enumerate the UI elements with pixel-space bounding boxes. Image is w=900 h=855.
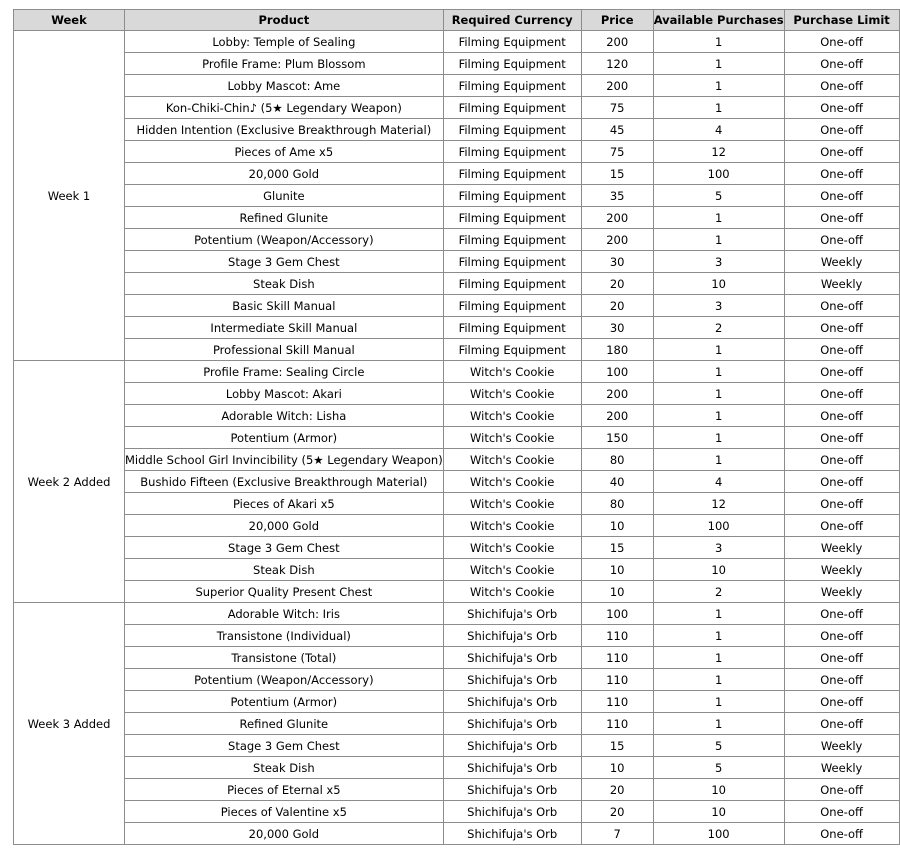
table-row <box>14 669 900 691</box>
table-row <box>14 581 900 603</box>
table-row <box>14 361 900 383</box>
table-row <box>14 559 900 581</box>
purchase-limit-cell: One-off <box>784 361 899 383</box>
product-cell: Adorable Witch: Iris <box>125 603 444 625</box>
header-row <box>14 10 900 31</box>
purchase-limit-cell: One-off <box>784 339 899 361</box>
price-cell: 10 <box>581 581 653 603</box>
price-cell: 75 <box>581 97 653 119</box>
product-cell: Basic Skill Manual <box>125 295 444 317</box>
available-purchases-cell: 1 <box>653 339 784 361</box>
purchase-limit-cell: One-off <box>784 625 899 647</box>
table-row <box>14 163 900 185</box>
price-cell: 110 <box>581 691 653 713</box>
currency-cell: Witch's Cookie <box>443 449 581 471</box>
price-cell: 15 <box>581 537 653 559</box>
product-cell: Refined Glunite <box>125 207 444 229</box>
currency-cell: Witch's Cookie <box>443 559 581 581</box>
table-row <box>14 713 900 735</box>
purchase-limit-cell: One-off <box>784 383 899 405</box>
week-cell: Week 3 Added <box>14 603 125 845</box>
product-cell: Stage 3 Gem Chest <box>125 537 444 559</box>
product-cell: Potentium (Weapon/Accessory) <box>125 229 444 251</box>
product-cell: Lobby Mascot: Akari <box>125 383 444 405</box>
available-purchases-cell: 1 <box>653 625 784 647</box>
available-purchases-cell: 12 <box>653 493 784 515</box>
available-purchases-cell: 100 <box>653 163 784 185</box>
available-purchases-cell: 5 <box>653 757 784 779</box>
price-cell: 30 <box>581 317 653 339</box>
available-purchases-cell: 100 <box>653 515 784 537</box>
price-cell: 30 <box>581 251 653 273</box>
currency-cell: Shichifuja's Orb <box>443 603 581 625</box>
table-row <box>14 603 900 625</box>
table-row <box>14 647 900 669</box>
table-row <box>14 515 900 537</box>
purchase-limit-cell: One-off <box>784 97 899 119</box>
product-cell: Pieces of Akari x5 <box>125 493 444 515</box>
price-cell: 110 <box>581 625 653 647</box>
price-cell: 110 <box>581 713 653 735</box>
shop-table <box>13 9 900 845</box>
purchase-limit-cell: One-off <box>784 471 899 493</box>
available-purchases-cell: 1 <box>653 53 784 75</box>
purchase-limit-cell: One-off <box>784 427 899 449</box>
product-cell: Lobby Mascot: Ame <box>125 75 444 97</box>
price-cell: 200 <box>581 75 653 97</box>
purchase-limit-cell: One-off <box>784 647 899 669</box>
purchase-limit-cell: Weekly <box>784 559 899 581</box>
available-purchases-cell: 10 <box>653 801 784 823</box>
table-row <box>14 229 900 251</box>
currency-cell: Shichifuja's Orb <box>443 801 581 823</box>
available-purchases-cell: 10 <box>653 273 784 295</box>
price-cell: 35 <box>581 185 653 207</box>
price-cell: 10 <box>581 559 653 581</box>
currency-cell: Witch's Cookie <box>443 493 581 515</box>
purchase-limit-cell: One-off <box>784 801 899 823</box>
available-purchases-cell: 1 <box>653 405 784 427</box>
price-cell: 150 <box>581 427 653 449</box>
table-row <box>14 141 900 163</box>
table-row <box>14 53 900 75</box>
table-row <box>14 471 900 493</box>
table-row <box>14 449 900 471</box>
product-cell: Steak Dish <box>125 273 444 295</box>
currency-cell: Shichifuja's Orb <box>443 625 581 647</box>
currency-cell: Witch's Cookie <box>443 471 581 493</box>
currency-cell: Filming Equipment <box>443 119 581 141</box>
available-purchases-cell: 3 <box>653 537 784 559</box>
available-purchases-cell: 2 <box>653 317 784 339</box>
available-purchases-cell: 3 <box>653 295 784 317</box>
available-purchases-cell: 2 <box>653 581 784 603</box>
table-row <box>14 31 900 53</box>
available-purchases-cell: 3 <box>653 251 784 273</box>
currency-cell: Shichifuja's Orb <box>443 647 581 669</box>
product-cell: Superior Quality Present Chest <box>125 581 444 603</box>
currency-cell: Filming Equipment <box>443 273 581 295</box>
purchase-limit-cell: One-off <box>784 53 899 75</box>
table-row <box>14 339 900 361</box>
table-row <box>14 295 900 317</box>
header-required-currency: Required Currency <box>443 10 581 31</box>
table-header <box>14 10 900 31</box>
purchase-limit-cell: One-off <box>784 163 899 185</box>
currency-cell: Shichifuja's Orb <box>443 713 581 735</box>
available-purchases-cell: 1 <box>653 361 784 383</box>
purchase-limit-cell: One-off <box>784 141 899 163</box>
currency-cell: Shichifuja's Orb <box>443 669 581 691</box>
available-purchases-cell: 1 <box>653 669 784 691</box>
available-purchases-cell: 1 <box>653 31 784 53</box>
product-cell: Transistone (Total) <box>125 647 444 669</box>
purchase-limit-cell: One-off <box>784 449 899 471</box>
available-purchases-cell: 10 <box>653 559 784 581</box>
price-cell: 110 <box>581 669 653 691</box>
table-row <box>14 823 900 845</box>
product-cell: Glunite <box>125 185 444 207</box>
purchase-limit-cell: Weekly <box>784 581 899 603</box>
table-row <box>14 801 900 823</box>
price-cell: 180 <box>581 339 653 361</box>
available-purchases-cell: 1 <box>653 603 784 625</box>
product-cell: Intermediate Skill Manual <box>125 317 444 339</box>
product-cell: Potentium (Armor) <box>125 691 444 713</box>
currency-cell: Filming Equipment <box>443 185 581 207</box>
table-row <box>14 251 900 273</box>
price-cell: 100 <box>581 603 653 625</box>
product-cell: Profile Frame: Plum Blossom <box>125 53 444 75</box>
product-cell: Pieces of Ame x5 <box>125 141 444 163</box>
price-cell: 20 <box>581 295 653 317</box>
available-purchases-cell: 1 <box>653 207 784 229</box>
table-row <box>14 185 900 207</box>
table-row <box>14 779 900 801</box>
product-cell: Professional Skill Manual <box>125 339 444 361</box>
currency-cell: Witch's Cookie <box>443 581 581 603</box>
currency-cell: Shichifuja's Orb <box>443 779 581 801</box>
product-cell: Lobby: Temple of Sealing <box>125 31 444 53</box>
purchase-limit-cell: One-off <box>784 493 899 515</box>
product-cell: Stage 3 Gem Chest <box>125 251 444 273</box>
table-row <box>14 691 900 713</box>
purchase-limit-cell: One-off <box>784 185 899 207</box>
currency-cell: Filming Equipment <box>443 163 581 185</box>
purchase-limit-cell: Weekly <box>784 251 899 273</box>
purchase-limit-cell: One-off <box>784 295 899 317</box>
product-cell: Hidden Intention (Exclusive Breakthrough Material) <box>125 119 444 141</box>
purchase-limit-cell: One-off <box>784 119 899 141</box>
product-cell: 20,000 Gold <box>125 163 444 185</box>
currency-cell: Witch's Cookie <box>443 361 581 383</box>
table-row <box>14 207 900 229</box>
price-cell: 20 <box>581 801 653 823</box>
week-cell: Week 1 <box>14 31 125 361</box>
price-cell: 200 <box>581 207 653 229</box>
purchase-limit-cell: Weekly <box>784 537 899 559</box>
table-body <box>14 31 900 845</box>
price-cell: 20 <box>581 273 653 295</box>
price-cell: 200 <box>581 383 653 405</box>
currency-cell: Filming Equipment <box>443 229 581 251</box>
currency-cell: Filming Equipment <box>443 317 581 339</box>
header-product: Product <box>125 10 444 31</box>
purchase-limit-cell: Weekly <box>784 735 899 757</box>
available-purchases-cell: 12 <box>653 141 784 163</box>
table-row <box>14 273 900 295</box>
currency-cell: Filming Equipment <box>443 339 581 361</box>
header-price: Price <box>581 10 653 31</box>
available-purchases-cell: 5 <box>653 185 784 207</box>
price-cell: 20 <box>581 779 653 801</box>
currency-cell: Filming Equipment <box>443 31 581 53</box>
product-cell: Pieces of Valentine x5 <box>125 801 444 823</box>
currency-cell: Witch's Cookie <box>443 383 581 405</box>
currency-cell: Filming Equipment <box>443 75 581 97</box>
table-row <box>14 537 900 559</box>
available-purchases-cell: 1 <box>653 427 784 449</box>
product-cell: Potentium (Armor) <box>125 427 444 449</box>
purchase-limit-cell: One-off <box>784 207 899 229</box>
table-row <box>14 97 900 119</box>
available-purchases-cell: 100 <box>653 823 784 845</box>
currency-cell: Filming Equipment <box>443 251 581 273</box>
price-cell: 45 <box>581 119 653 141</box>
available-purchases-cell: 10 <box>653 779 784 801</box>
price-cell: 110 <box>581 647 653 669</box>
currency-cell: Filming Equipment <box>443 207 581 229</box>
purchase-limit-cell: Weekly <box>784 273 899 295</box>
price-cell: 200 <box>581 229 653 251</box>
table-row <box>14 427 900 449</box>
purchase-limit-cell: One-off <box>784 823 899 845</box>
table-row <box>14 735 900 757</box>
currency-cell: Witch's Cookie <box>443 405 581 427</box>
table-row <box>14 75 900 97</box>
purchase-limit-cell: One-off <box>784 713 899 735</box>
price-cell: 80 <box>581 449 653 471</box>
available-purchases-cell: 1 <box>653 75 784 97</box>
available-purchases-cell: 4 <box>653 471 784 493</box>
available-purchases-cell: 5 <box>653 735 784 757</box>
header-purchase-limit: Purchase Limit <box>784 10 899 31</box>
purchase-limit-cell: One-off <box>784 779 899 801</box>
currency-cell: Shichifuja's Orb <box>443 757 581 779</box>
available-purchases-cell: 1 <box>653 229 784 251</box>
product-cell: Stage 3 Gem Chest <box>125 735 444 757</box>
product-cell: Potentium (Weapon/Accessory) <box>125 669 444 691</box>
table-row <box>14 317 900 339</box>
product-cell: Kon-Chiki-Chin♪ (5★ Legendary Weapon) <box>125 97 444 119</box>
currency-cell: Witch's Cookie <box>443 427 581 449</box>
week-cell: Week 2 Added <box>14 361 125 603</box>
product-cell: Refined Glunite <box>125 713 444 735</box>
product-cell: 20,000 Gold <box>125 515 444 537</box>
table-row <box>14 119 900 141</box>
product-cell: Pieces of Eternal x5 <box>125 779 444 801</box>
product-cell: Transistone (Individual) <box>125 625 444 647</box>
table-row <box>14 383 900 405</box>
currency-cell: Witch's Cookie <box>443 537 581 559</box>
purchase-limit-cell: One-off <box>784 31 899 53</box>
price-cell: 7 <box>581 823 653 845</box>
header-week: Week <box>14 10 125 31</box>
price-cell: 120 <box>581 53 653 75</box>
purchase-limit-cell: One-off <box>784 669 899 691</box>
currency-cell: Filming Equipment <box>443 295 581 317</box>
purchase-limit-cell: One-off <box>784 405 899 427</box>
product-cell: 20,000 Gold <box>125 823 444 845</box>
available-purchases-cell: 1 <box>653 691 784 713</box>
price-cell: 75 <box>581 141 653 163</box>
table-row <box>14 757 900 779</box>
price-cell: 40 <box>581 471 653 493</box>
price-cell: 200 <box>581 31 653 53</box>
available-purchases-cell: 1 <box>653 97 784 119</box>
product-cell: Steak Dish <box>125 559 444 581</box>
purchase-limit-cell: Weekly <box>784 757 899 779</box>
product-cell: Adorable Witch: Lisha <box>125 405 444 427</box>
header-available-purchases: Available Purchases <box>653 10 784 31</box>
currency-cell: Shichifuja's Orb <box>443 735 581 757</box>
price-cell: 10 <box>581 757 653 779</box>
currency-cell: Shichifuja's Orb <box>443 823 581 845</box>
table-row <box>14 493 900 515</box>
price-cell: 200 <box>581 405 653 427</box>
currency-cell: Filming Equipment <box>443 97 581 119</box>
product-cell: Bushido Fifteen (Exclusive Breakthrough Material) <box>125 471 444 493</box>
product-cell: Profile Frame: Sealing Circle <box>125 361 444 383</box>
currency-cell: Filming Equipment <box>443 53 581 75</box>
price-cell: 15 <box>581 163 653 185</box>
available-purchases-cell: 4 <box>653 119 784 141</box>
purchase-limit-cell: One-off <box>784 515 899 537</box>
price-cell: 10 <box>581 515 653 537</box>
table-row <box>14 405 900 427</box>
purchase-limit-cell: One-off <box>784 603 899 625</box>
purchase-limit-cell: One-off <box>784 75 899 97</box>
available-purchases-cell: 1 <box>653 449 784 471</box>
product-cell: Middle School Girl Invincibility (5★ Legendary Weapon) <box>125 449 444 471</box>
purchase-limit-cell: One-off <box>784 691 899 713</box>
table-row <box>14 625 900 647</box>
purchase-limit-cell: One-off <box>784 317 899 339</box>
price-cell: 100 <box>581 361 653 383</box>
currency-cell: Shichifuja's Orb <box>443 691 581 713</box>
available-purchases-cell: 1 <box>653 713 784 735</box>
purchase-limit-cell: One-off <box>784 229 899 251</box>
available-purchases-cell: 1 <box>653 383 784 405</box>
price-cell: 80 <box>581 493 653 515</box>
currency-cell: Filming Equipment <box>443 141 581 163</box>
product-cell: Steak Dish <box>125 757 444 779</box>
currency-cell: Witch's Cookie <box>443 515 581 537</box>
price-cell: 15 <box>581 735 653 757</box>
available-purchases-cell: 1 <box>653 647 784 669</box>
